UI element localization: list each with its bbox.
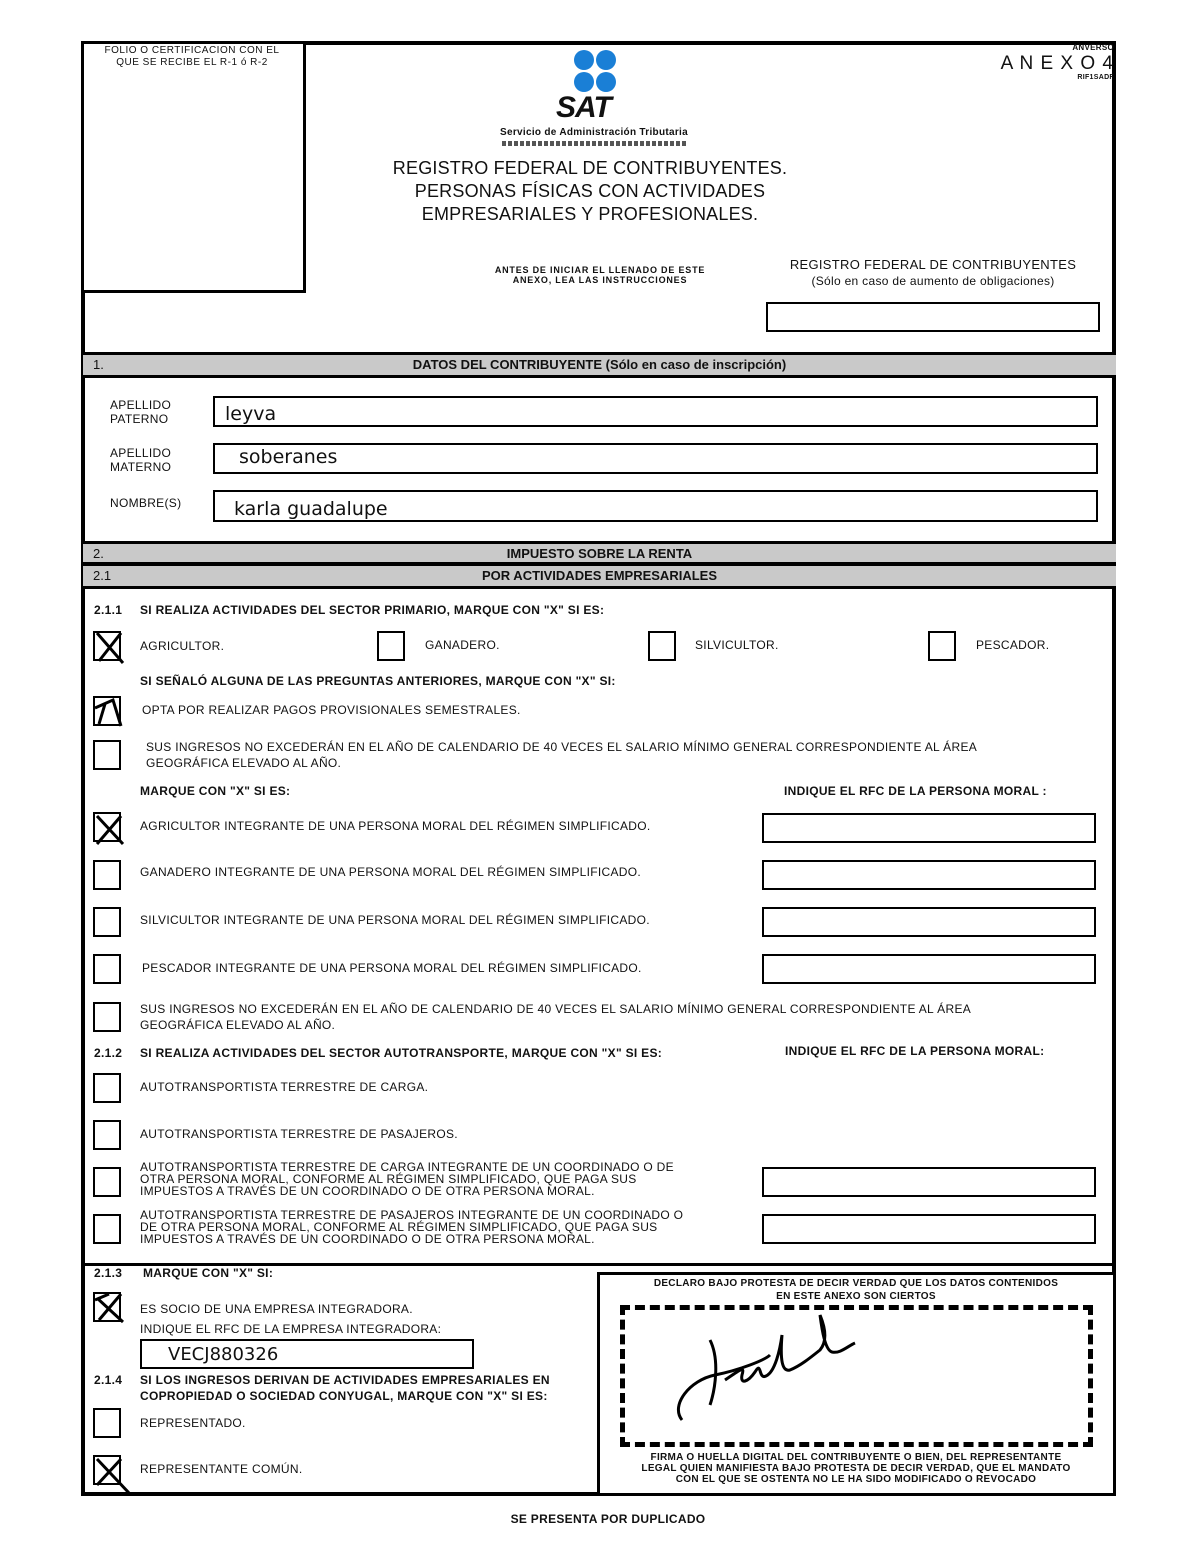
folio-box (81, 41, 306, 293)
sat-subtitle-rule (502, 141, 687, 146)
label-agricultor: AGRICULTOR. (140, 639, 225, 653)
s213-num: 2.1.3 (94, 1266, 123, 1280)
checkbox-opta-semestrales[interactable] (93, 696, 121, 726)
checkbox-representante-comun[interactable] (93, 1455, 121, 1485)
s213-indique: INDIQUE EL RFC DE LA EMPRESA INTEGRADORA: (140, 1322, 442, 1336)
checkbox-ingresos-2[interactable] (93, 1002, 121, 1032)
label-ingresos-2: SUS INGRESOS NO EXCEDERÁN EN EL AÑO DE CALENDARIO DE 40 VECES EL SALARIO MÍNIMO GENERAL CORRESPONDIENTE AL ÁREA GEOGRÁFICA ELEVADO AL AÑO. (140, 1002, 972, 1032)
label-representado: REPRESENTADO. (140, 1416, 246, 1430)
label-ganadero-integrante: GANADERO INTEGRANTE DE UNA PERSONA MORAL DEL RÉGIMEN SIMPLIFICADO. (140, 865, 641, 879)
label-representante-comun: REPRESENTANTE COMÚN. (140, 1462, 303, 1476)
checkbox-ingresos-1[interactable] (93, 740, 121, 770)
folio-label: FOLIO O CERTIFICACION CON EL QUE SE RECIBE EL R-1 ó R-2 (104, 45, 280, 68)
firma-footnote: FIRMA O HUELLA DIGITAL DEL CONTRIBUYENTE O BIEN, DEL REPRESENTANTE LEGAL QUIEN MANIFIESTA BAJO PROTESTA DE DECIR VERDAD, QUE EL MANDATO CON EL QUE SE OSTENTA NO LE HA SIDO MODIFICADO O REVOCADO (641, 1452, 1071, 1485)
declaro-label: DECLARO BAJO PROTESTA DE DECIR VERDAD QUE LOS DATOS CONTENIDOS EN ESTE ANEXO SON CIERTOS (653, 1278, 1059, 1302)
checkbox-pescador-integrante[interactable] (93, 954, 121, 984)
s211-question: SI REALIZA ACTIVIDADES DEL SECTOR PRIMARIO, MARQUE CON "X" SI ES: (140, 603, 605, 617)
anverso-label: ANVERSO (1072, 43, 1114, 52)
label-ingresos-1: SUS INGRESOS NO EXCEDERÁN EN EL AÑO DE CALENDARIO DE 40 VECES EL SALARIO MÍNIMO GENERAL CORRESPONDIENTE AL ÁREA GEOGRÁFICA ELEVADO AL AÑO. (146, 740, 978, 770)
s211-num: 2.1.1 (94, 603, 123, 617)
checkbox-autotransporte-carga[interactable] (93, 1073, 121, 1103)
label-silvicultor: SILVICULTOR. (695, 638, 779, 652)
rfc-pasajeros-integrante[interactable] (762, 1214, 1096, 1244)
label-agricultor-integrante: AGRICULTOR INTEGRANTE DE UNA PERSONA MORAL DEL RÉGIMEN SIMPLIFICADO. (140, 819, 651, 833)
checkbox-pescador[interactable] (928, 631, 956, 661)
s212-indique: INDIQUE EL RFC DE LA PERSONA MORAL: (785, 1044, 1045, 1058)
label-silvicultor-integrante: SILVICULTOR INTEGRANTE DE UNA PERSONA MORAL DEL RÉGIMEN SIMPLIFICADO. (140, 913, 650, 927)
rfc-pescador-integrante[interactable] (762, 954, 1096, 984)
rfc-carga-integrante[interactable] (762, 1167, 1096, 1197)
materno-label: APELLIDO MATERNO (110, 446, 172, 474)
nombre-value: karla guadalupe (234, 498, 388, 520)
label-pescador-integrante: PESCADOR INTEGRANTE DE UNA PERSONA MORAL DEL RÉGIMEN SIMPLIFICADO. (142, 961, 642, 975)
anexo-label: A N E X O 4 (1000, 53, 1114, 74)
rfc-ganadero-integrante[interactable] (762, 860, 1096, 890)
footer-note: SE PRESENTA POR DUPLICADO (510, 1512, 706, 1526)
instructions-note: ANTES DE INICIAR EL LLENADO DE ESTE ANEXO, LEA LAS INSTRUCCIONES (494, 265, 706, 286)
checkbox-ganadero[interactable] (377, 631, 405, 661)
rfc-silvicultor-integrante[interactable] (762, 907, 1096, 937)
checkbox-silvicultor[interactable] (648, 631, 676, 661)
handwritten-signature (670, 1310, 870, 1430)
checkbox-agricultor-integrante[interactable] (93, 812, 121, 842)
rfc-agricultor-integrante[interactable] (762, 813, 1096, 843)
label-opta-semestrales: OPTA POR REALIZAR PAGOS PROVISIONALES SEMESTRALES. (142, 703, 521, 717)
s212-num: 2.1.2 (94, 1046, 123, 1060)
apellido-materno-field[interactable] (213, 443, 1098, 474)
apellido-paterno-field[interactable] (213, 396, 1098, 427)
rif-label: RIF1SADF (1077, 74, 1114, 81)
label-autotransporte-pasajeros: AUTOTRANSPORTISTA TERRESTRE DE PASAJEROS. (140, 1127, 458, 1141)
label-ganadero: GANADERO. (425, 638, 500, 652)
rfc-header-label: REGISTRO FEDERAL DE CONTRIBUYENTES (Sólo en caso de aumento de obligaciones) (789, 257, 1077, 288)
checkbox-ganadero-integrante[interactable] (93, 860, 121, 890)
sat-logo-text: SAT (556, 91, 611, 124)
s211-followup: SI SEÑALÓ ALGUNA DE LAS PREGUNTAS ANTERIORES, MARQUE CON "X" SI: (140, 674, 616, 688)
checkbox-socio-integradora[interactable] (93, 1292, 121, 1322)
label-pescador: PESCADOR. (976, 638, 1050, 652)
section-1-header: 1. DATOS DEL CONTRIBUYENTE (Sólo en caso de inscripción) (83, 352, 1116, 378)
sat-subtitle: Servicio de Administración Tributaria (500, 127, 688, 138)
s214-num: 2.1.4 (94, 1373, 123, 1387)
indique-rfc-label: INDIQUE EL RFC DE LA PERSONA MORAL : (784, 784, 1047, 798)
s214-question: SI LOS INGRESOS DERIVAN DE ACTIVIDADES EMPRESARIALES EN COPROPIEDAD O SOCIEDAD CONYUGAL, MARQUE CON "X" SI ES: (140, 1373, 550, 1403)
checkbox-silvicultor-integrante[interactable] (93, 907, 121, 937)
apellido-paterno-value: leyva (225, 403, 277, 425)
label-socio-integradora: ES SOCIO DE UNA EMPRESA INTEGRADORA. (140, 1302, 413, 1316)
rfc-empresa-integradora-field[interactable] (140, 1339, 474, 1369)
checkbox-agricultor[interactable] (93, 631, 121, 661)
s213-question: MARQUE CON "X" SI: (143, 1266, 274, 1280)
marque-label: MARQUE CON "X" SI ES: (140, 784, 291, 798)
section-2-header: 2. IMPUESTO SOBRE LA RENTA (83, 541, 1116, 565)
paterno-label: APELLIDO PATERNO (110, 398, 172, 426)
nombre-field[interactable] (213, 490, 1098, 522)
checkbox-carga-integrante[interactable] (93, 1167, 121, 1197)
label-pasajeros-integrante: AUTOTRANSPORTISTA TERRESTRE DE PASAJEROS INTEGRANTE DE UN COORDINADO O DE OTRA PERSONA MORAL, CONFORME AL RÉGIMEN SIMPLIFICADO, QUE PAGA SUS IMPUESTOS A TRAVÉS DE UN COORDINADO O DE OTRA PERSONA MORAL. (140, 1208, 684, 1246)
rfc-header-input[interactable] (766, 302, 1100, 332)
form-title: REGISTRO FEDERAL DE CONTRIBUYENTES. PERSONAS FÍSICAS CON ACTIVIDADES EMPRESARIALES Y PROFESIONALES. (392, 158, 788, 224)
section-2-1-header: 2.1 POR ACTIVIDADES EMPRESARIALES (83, 563, 1116, 589)
label-carga-integrante: AUTOTRANSPORTISTA TERRESTRE DE CARGA INTEGRANTE DE UN COORDINADO O DE OTRA PERSONA MORAL, CONFORME AL RÉGIMEN SIMPLIFICADO, QUE PAGA SUS IMPUESTOS A TRAVÉS DE UN COORDINADO O DE OTRA PERSONA MORAL. (140, 1160, 674, 1198)
nombre-label: NOMBRE(S) (110, 496, 182, 510)
label-autotransporte-carga: AUTOTRANSPORTISTA TERRESTRE DE CARGA. (140, 1080, 429, 1094)
checkbox-representado[interactable] (93, 1408, 121, 1438)
checkbox-autotransporte-pasajeros[interactable] (93, 1120, 121, 1150)
s212-question: SI REALIZA ACTIVIDADES DEL SECTOR AUTOTRANSPORTE, MARQUE CON "X" SI ES: (140, 1046, 663, 1060)
checkbox-pasajeros-integrante[interactable] (93, 1214, 121, 1244)
apellido-materno-value: soberanes (239, 446, 338, 468)
rfc-empresa-integradora-value: VECJ880326 (168, 1344, 279, 1365)
